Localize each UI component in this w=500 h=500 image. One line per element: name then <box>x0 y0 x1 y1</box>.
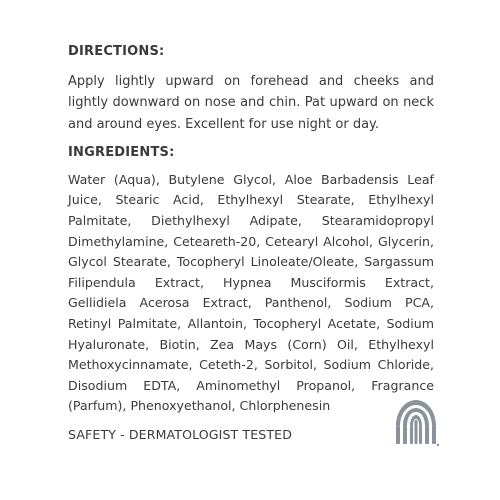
safety-statement: SAFETY - DERMATOLOGIST TESTED <box>68 427 293 442</box>
label-content <box>68 40 434 417</box>
ingredients-heading: INGREDIENTS: <box>68 144 175 160</box>
ingredients-text: Water (Aqua), Butylene Glycol, Aloe Barbadensis Leaf Juice, Stearic Acid, Ethylhexyl Stearate, Ethylhexyl Palmitate, Diethylhexyl Adipate, Stearamidopropyl Dimethylamine, Ceteareth-20, Cetearyl Alcohol, Glycerin, Glycol Stearate, Tocopheryl Linoleate/Oleate, Sargassum Filipendula Extract, Hypnea Musciformis Extract, Gellidiela Acerosa Extract, Panthenol, Sodium PCA, Retinyl Palmitate, Allantoin, Tocopheryl Acetate, Sodium Hyaluronate, Biotin, Zea Mays (Corn) Oil, Ethylhexyl Methoxycinnamate, Ceteth-2, Sorbitol, Sodium Chloride, Disodium EDTA, Aminomethyl Propanol, Fragrance (Parfum), Phenoxyethanol, Chlorphenesin <box>68 171 434 414</box>
directions-heading: DIRECTIONS: <box>68 44 165 59</box>
directions-text: Apply lightly upward on forehead and cheeks and lightly downward on nose and chin. Pat upward on neck and around eyes. Excellent for use night or day. <box>68 74 434 132</box>
brand-logo-icon <box>392 396 440 448</box>
